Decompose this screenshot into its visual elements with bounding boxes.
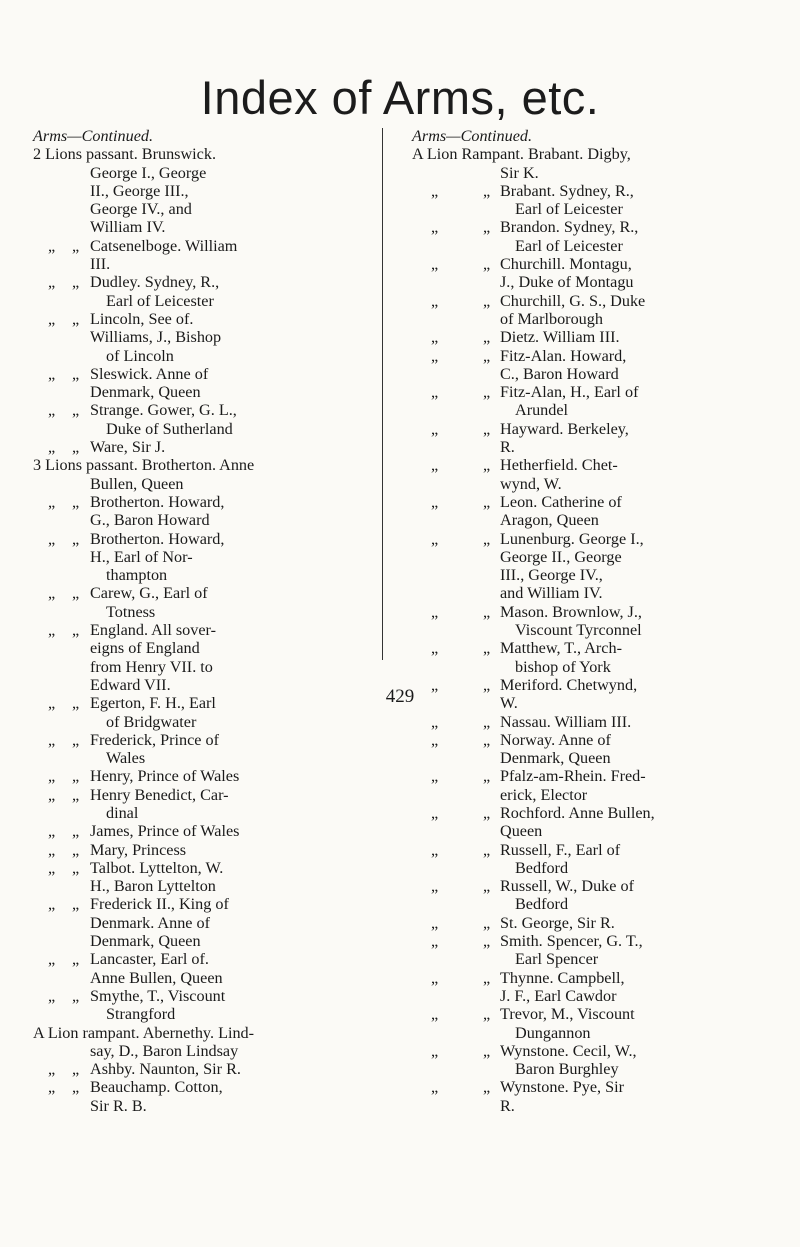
ditto-mark: „ <box>431 419 439 438</box>
entry-text: Fitz-Alan, H., Earl of <box>500 383 639 402</box>
index-line: Denmark, Queen <box>90 932 201 951</box>
index-line: Earl of Leicester <box>515 200 623 219</box>
index-line <box>412 914 772 932</box>
index-line: of Marlborough <box>500 309 603 328</box>
index-line <box>412 347 772 365</box>
index-line <box>412 969 772 987</box>
index-line <box>412 731 772 749</box>
index-line <box>33 767 363 785</box>
ditto-mark: „ <box>431 1005 439 1024</box>
ditto-mark: „ <box>483 913 491 932</box>
ditto-mark: „ <box>72 785 80 804</box>
entry-text: Wynstone. Pye, Sir <box>500 1078 625 1097</box>
ditto-mark: „ <box>431 675 439 694</box>
ditto-mark: „ <box>72 694 80 713</box>
entry-text: Catsenelboge. William <box>90 236 238 255</box>
ditto-mark: „ <box>72 584 80 603</box>
entry-text: Russell, F., Earl of <box>500 840 621 859</box>
index-line: Denmark, Queen <box>90 383 201 402</box>
ditto-mark: „ <box>48 492 56 511</box>
index-line: Anne Bullen, Queen <box>90 968 223 987</box>
entry-text: Talbot. Lyttelton, W. <box>90 858 224 877</box>
entry-text: Smythe, T., Viscount <box>90 986 226 1005</box>
index-line: J. F., Earl Cawdor <box>500 986 617 1005</box>
ditto-mark: „ <box>431 328 439 347</box>
index-line <box>412 713 772 731</box>
ditto-mark: „ <box>483 456 491 475</box>
ditto-mark: „ <box>483 346 491 365</box>
index-line: A Lion rampant. Abernethy. Lind- <box>33 1023 255 1042</box>
ditto-mark: „ <box>48 858 56 877</box>
entry-text: Brotherton. Howard, <box>90 529 225 548</box>
index-line: Denmark, Queen <box>500 749 611 768</box>
index-line: A Lion Rampant. Brabant. Digby, <box>412 145 631 164</box>
ditto-mark: „ <box>431 767 439 786</box>
entry-text: Russell, W., Duke of <box>500 877 634 896</box>
column-divider <box>382 128 383 660</box>
index-line <box>412 383 772 401</box>
ditto-mark: „ <box>72 1078 80 1097</box>
ditto-mark: „ <box>483 968 491 987</box>
ditto-mark: „ <box>72 236 80 255</box>
index-line: Totness <box>106 602 156 621</box>
ditto-mark: „ <box>483 529 491 548</box>
ditto-mark: „ <box>48 950 56 969</box>
ditto-mark: „ <box>72 492 80 511</box>
ditto-mark: „ <box>431 913 439 932</box>
ditto-mark: „ <box>72 895 80 914</box>
ditto-mark: „ <box>48 401 56 420</box>
ditto-mark: „ <box>483 602 491 621</box>
ditto-mark: „ <box>431 877 439 896</box>
ditto-mark: „ <box>483 767 491 786</box>
entry-text: Lancaster, Earl of. <box>90 950 209 969</box>
index-line: 2 Lions passant. Brunswick. <box>33 145 216 164</box>
index-line: Denmark. Anne of <box>90 913 211 932</box>
ditto-mark: „ <box>72 364 80 383</box>
entry-text: Smith. Spencer, G. T., <box>500 932 643 951</box>
entry-text: Frederick, Prince of <box>90 730 220 749</box>
index-line: 3 Lions passant. Brotherton. Anne <box>33 456 255 475</box>
ditto-mark: „ <box>48 273 56 292</box>
ditto-mark: „ <box>483 803 491 822</box>
ditto-mark: „ <box>72 309 80 328</box>
index-line <box>33 237 363 255</box>
ditto-mark: „ <box>483 675 491 694</box>
entry-text: Egerton, F. H., Earl <box>90 694 216 713</box>
ditto-mark: „ <box>483 492 491 511</box>
ditto-mark: „ <box>72 730 80 749</box>
entry-text: Dudley. Sydney, R., <box>90 273 220 292</box>
entry-text: Trevor, M., Viscount <box>500 1005 635 1024</box>
ditto-mark: „ <box>72 767 80 786</box>
index-line: Baron Burghley <box>515 1060 619 1079</box>
index-line: dinal <box>106 803 139 822</box>
page-title: Index of Arms, etc. <box>200 71 600 124</box>
ditto-mark: „ <box>431 529 439 548</box>
entry-text: Norway. Anne of <box>500 730 611 749</box>
index-line <box>33 621 363 639</box>
ditto-mark: „ <box>72 438 80 457</box>
column-header: Arms—Continued. <box>33 127 154 145</box>
entry-text: England. All sover- <box>90 621 217 640</box>
ditto-mark: „ <box>431 291 439 310</box>
ditto-mark: „ <box>48 986 56 1005</box>
ditto-mark: „ <box>483 383 491 402</box>
ditto-mark: „ <box>431 492 439 511</box>
index-line <box>33 273 363 291</box>
index-line <box>33 987 363 1005</box>
index-line <box>412 603 772 621</box>
page-number: 429 <box>385 686 415 707</box>
ditto-mark: „ <box>431 730 439 749</box>
entry-text: Hetherfield. Chet- <box>500 456 618 475</box>
entry-text: Leon. Catherine of <box>500 492 622 511</box>
entry-list <box>33 145 363 1115</box>
ditto-mark: „ <box>483 730 491 749</box>
column-header: Arms—Continued. <box>412 127 533 145</box>
index-line <box>412 804 772 822</box>
entry-text: Fitz-Alan. Howard, <box>500 346 627 365</box>
ditto-mark: „ <box>72 273 80 292</box>
index-line: William IV. <box>90 218 166 237</box>
entry-text: Lunenburg. George I., <box>500 529 644 548</box>
index-line: of Bridgwater <box>106 712 197 731</box>
ditto-mark: „ <box>483 218 491 237</box>
index-line: R. <box>500 438 515 457</box>
ditto-mark: „ <box>48 621 56 640</box>
ditto-mark: „ <box>48 822 56 841</box>
index-line <box>412 456 772 474</box>
entry-text: Carew, G., Earl of <box>90 584 208 603</box>
ditto-mark: „ <box>48 1060 56 1079</box>
ditto-mark: „ <box>431 255 439 274</box>
index-line <box>412 292 772 310</box>
ditto-mark: „ <box>48 438 56 457</box>
ditto-mark: „ <box>483 932 491 951</box>
left-column <box>33 127 363 1115</box>
index-line: III., George IV., <box>500 566 603 585</box>
ditto-mark: „ <box>48 364 56 383</box>
index-line <box>412 1078 772 1096</box>
index-line <box>33 1060 363 1078</box>
index-line: Aragon, Queen <box>500 511 599 530</box>
entry-text: Thynne. Campbell, <box>500 968 625 987</box>
index-line: C., Baron Howard <box>500 364 619 383</box>
entry-list <box>412 145 772 1115</box>
entry-text: Ware, Sir J. <box>90 438 166 457</box>
index-line: Sir R. B. <box>90 1096 147 1115</box>
ditto-mark: „ <box>483 877 491 896</box>
entry-text: Mason. Brownlow, J., <box>500 602 642 621</box>
index-line <box>33 786 363 804</box>
entry-text: Brandon. Sydney, R., <box>500 218 639 237</box>
index-line: George II., George <box>500 547 622 566</box>
index-line <box>33 895 363 913</box>
index-line <box>412 932 772 950</box>
right-column <box>412 127 772 1115</box>
index-line: Sir K. <box>500 163 539 182</box>
ditto-mark: „ <box>483 840 491 859</box>
index-line: R. <box>500 1096 515 1115</box>
ditto-mark: „ <box>72 1060 80 1079</box>
index-line <box>33 1078 363 1096</box>
index-line <box>412 420 772 438</box>
entry-text: Ashby. Naunton, Sir R. <box>90 1060 241 1079</box>
index-line: of Lincoln <box>106 346 174 365</box>
index-line: W. <box>500 694 518 713</box>
index-line <box>33 822 363 840</box>
entry-text: Brabant. Sydney, R., <box>500 181 634 200</box>
ditto-mark: „ <box>48 785 56 804</box>
index-line: Arundel <box>515 401 569 420</box>
entry-text: Wynstone. Cecil, W., <box>500 1041 637 1060</box>
index-line: II., George III., <box>90 181 189 200</box>
ditto-mark: „ <box>72 529 80 548</box>
entry-text: James, Prince of Wales <box>90 822 240 841</box>
index-line <box>412 218 772 236</box>
index-line: H., Earl of Nor- <box>90 547 193 566</box>
index-line: George I., George <box>90 163 207 182</box>
ditto-mark: „ <box>48 694 56 713</box>
index-line: George IV., and <box>90 200 192 219</box>
index-line <box>33 310 363 328</box>
entry-text: Hayward. Berkeley, <box>500 419 629 438</box>
ditto-mark: „ <box>48 529 56 548</box>
index-line: bishop of York <box>515 657 611 676</box>
entry-text: Henry Benedict, Car- <box>90 785 229 804</box>
index-line <box>412 767 772 785</box>
ditto-mark: „ <box>431 639 439 658</box>
ditto-mark: „ <box>431 1041 439 1060</box>
index-line <box>33 841 363 859</box>
ditto-mark: „ <box>431 383 439 402</box>
index-line <box>412 255 772 273</box>
index-line <box>412 1042 772 1060</box>
index-line <box>33 731 363 749</box>
entry-text: Matthew, T., Arch- <box>500 639 622 658</box>
index-line <box>412 639 772 657</box>
index-line <box>33 859 363 877</box>
entry-text: Brotherton. Howard, <box>90 492 225 511</box>
ditto-mark: „ <box>431 602 439 621</box>
index-line <box>412 493 772 511</box>
index-line <box>412 530 772 548</box>
ditto-mark: „ <box>72 401 80 420</box>
index-line: from Henry VII. to <box>90 657 213 676</box>
index-line: Strangford <box>106 1005 176 1024</box>
index-line: say, D., Baron Lindsay <box>90 1041 239 1060</box>
index-line: Duke of Sutherland <box>106 419 233 438</box>
entry-text: Mary, Princess <box>90 840 187 859</box>
ditto-mark: „ <box>48 1078 56 1097</box>
ditto-mark: „ <box>48 584 56 603</box>
index-line <box>33 493 363 511</box>
index-line <box>33 950 363 968</box>
ditto-mark: „ <box>72 950 80 969</box>
ditto-mark: „ <box>431 181 439 200</box>
index-line <box>412 877 772 895</box>
index-line <box>33 401 363 419</box>
entry-text: Beauchamp. Cotton, <box>90 1078 223 1097</box>
index-line <box>412 841 772 859</box>
entry-text: Sleswick. Anne of <box>90 364 209 383</box>
index-line: Bedford <box>515 895 569 914</box>
ditto-mark: „ <box>431 712 439 731</box>
index-line: erick, Elector <box>500 785 588 804</box>
ditto-mark: „ <box>48 767 56 786</box>
index-line: Wales <box>106 749 146 768</box>
entry-text: St. George, Sir R. <box>500 913 615 932</box>
index-line: thampton <box>106 566 168 585</box>
index-line <box>412 1005 772 1023</box>
index-line: Viscount Tyrconnel <box>515 621 642 640</box>
index-line: Earl Spencer <box>515 950 599 969</box>
index-line: G., Baron Howard <box>90 511 210 530</box>
ditto-mark: „ <box>483 712 491 731</box>
entry-text: Lincoln, See of. <box>90 309 194 328</box>
entry-text: Meriford. Chetwynd, <box>500 675 638 694</box>
ditto-mark: „ <box>483 639 491 658</box>
ditto-mark: „ <box>72 621 80 640</box>
ditto-mark: „ <box>431 803 439 822</box>
index-line: Earl of Leicester <box>106 291 214 310</box>
ditto-mark: „ <box>431 456 439 475</box>
ditto-mark: „ <box>72 822 80 841</box>
ditto-mark: „ <box>48 895 56 914</box>
ditto-mark: „ <box>431 932 439 951</box>
ditto-mark: „ <box>483 1041 491 1060</box>
ditto-mark: „ <box>48 730 56 749</box>
ditto-mark: „ <box>483 291 491 310</box>
entry-text: Henry, Prince of Wales <box>90 767 240 786</box>
index-line: Queen <box>500 822 543 841</box>
index-line <box>33 584 363 602</box>
index-line <box>33 530 363 548</box>
index-line: Edward VII. <box>90 675 171 694</box>
ditto-mark: „ <box>431 218 439 237</box>
ditto-mark: „ <box>483 255 491 274</box>
ditto-mark: „ <box>48 236 56 255</box>
index-line: Dungannon <box>515 1023 591 1042</box>
entry-text: Strange. Gower, G. L., <box>90 401 237 420</box>
index-line: J., Duke of Montagu <box>500 273 634 292</box>
index-line <box>33 438 363 456</box>
index-line: Williams, J., Bishop <box>90 328 222 347</box>
ditto-mark: „ <box>483 181 491 200</box>
ditto-mark: „ <box>72 840 80 859</box>
index-line: eigns of England <box>90 639 200 658</box>
index-line <box>412 182 772 200</box>
ditto-mark: „ <box>431 1078 439 1097</box>
entry-text: Churchill, G. S., Duke <box>500 291 646 310</box>
ditto-mark: „ <box>483 1078 491 1097</box>
entry-text: Frederick II., King of <box>90 895 229 914</box>
index-line: III. <box>90 255 111 274</box>
index-line <box>412 328 772 346</box>
ditto-mark: „ <box>48 309 56 328</box>
index-line: wynd, W. <box>500 474 562 493</box>
ditto-mark: „ <box>431 968 439 987</box>
entry-text: Dietz. William III. <box>500 328 620 347</box>
index-line: Bullen, Queen <box>90 474 184 493</box>
ditto-mark: „ <box>431 840 439 859</box>
index-line: and William IV. <box>500 584 603 603</box>
entry-text: Churchill. Montagu, <box>500 255 632 274</box>
index-line: Bedford <box>515 858 569 877</box>
index-line: H., Baron Lyttelton <box>90 877 216 896</box>
entry-text: Nassau. William III. <box>500 712 632 731</box>
ditto-mark: „ <box>483 328 491 347</box>
ditto-mark: „ <box>48 840 56 859</box>
index-line <box>33 365 363 383</box>
entry-text: Rochford. Anne Bullen, <box>500 803 655 822</box>
ditto-mark: „ <box>483 419 491 438</box>
entry-text: Pfalz-am-Rhein. Fred- <box>500 767 646 786</box>
ditto-mark: „ <box>431 346 439 365</box>
ditto-mark: „ <box>72 858 80 877</box>
index-line: Earl of Leicester <box>515 236 623 255</box>
ditto-mark: „ <box>483 1005 491 1024</box>
ditto-mark: „ <box>72 986 80 1005</box>
